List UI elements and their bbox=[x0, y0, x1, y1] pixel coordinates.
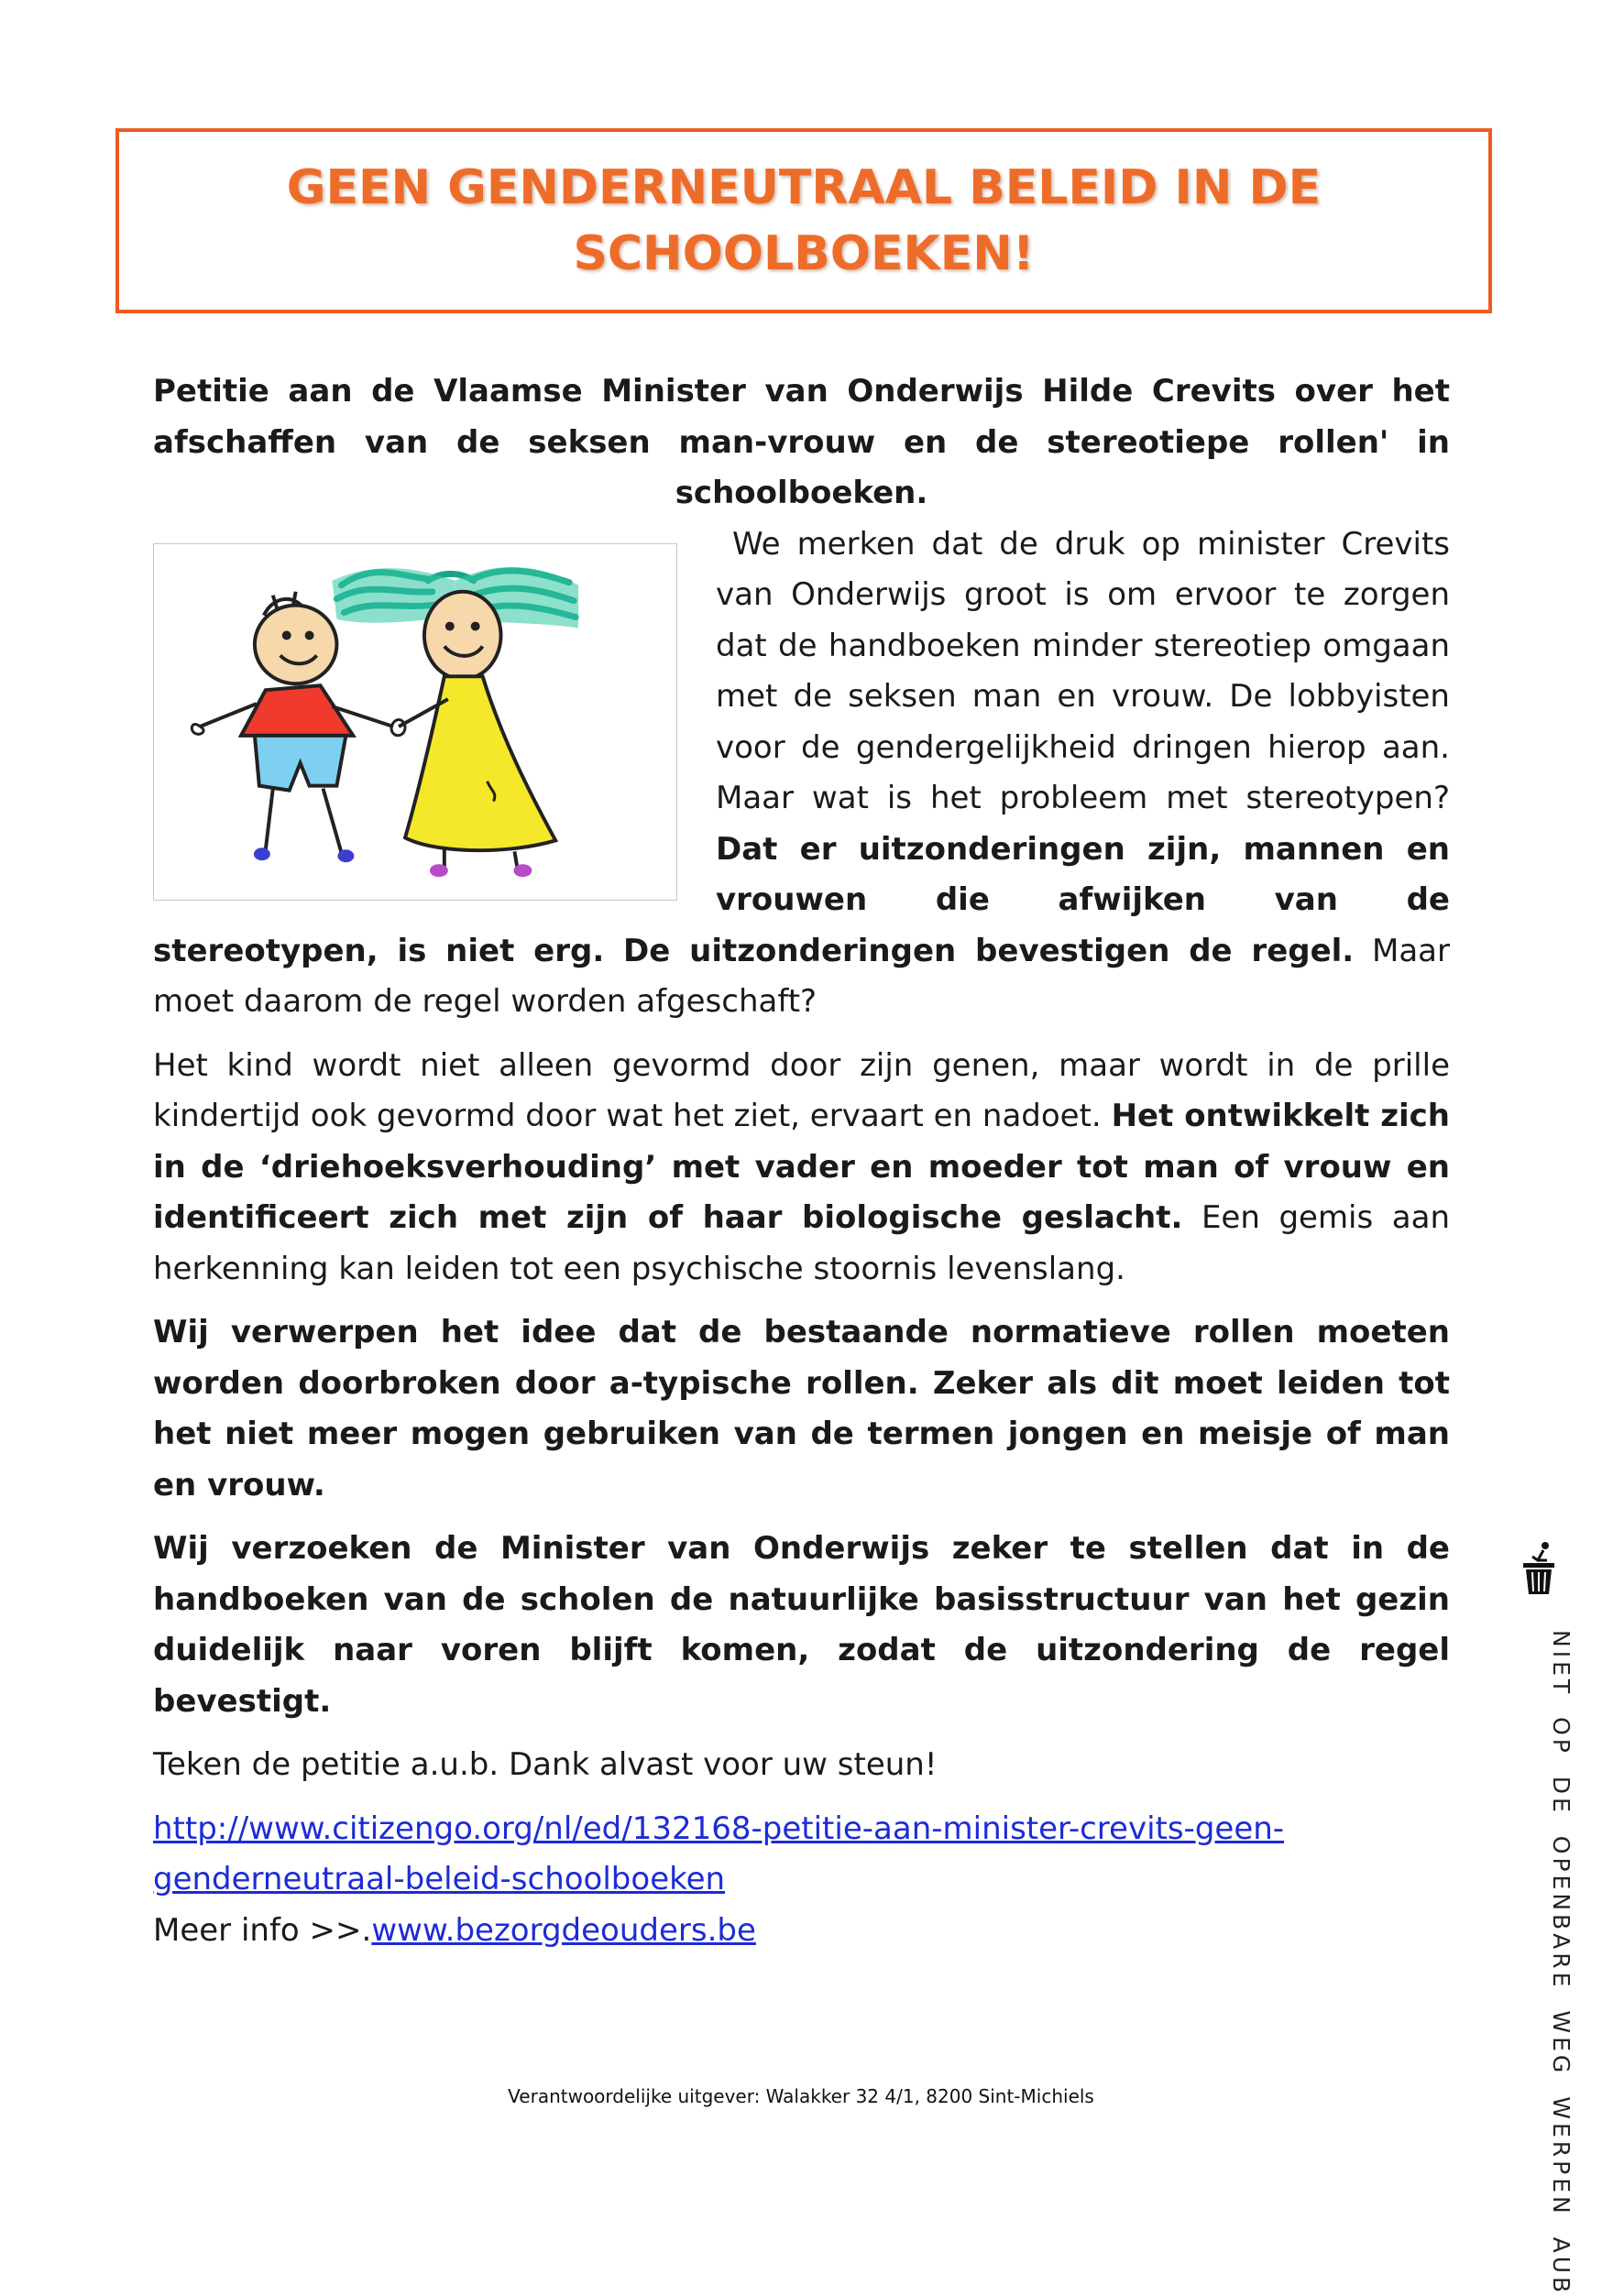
side-notice bbox=[1507, 1542, 1575, 2296]
paragraph-3-bold: Wij verwerpen het idee dat de bestaande normatieve rollen moeten worden doorbroken door a-typische rollen. Zeker als dit moet leiden tot het niet meer mogen gebruiken van de termen jongen en meisje of man en vrouw. bbox=[153, 1314, 1450, 1503]
paragraph-1-text: We merken dat de druk op minister Crevits van Onderwijs groot is om ervoor te zorgen dat de handboeken minder stereotiep omgaan met de seksen man en vrouw. De lobbyisten voor de gendergelijkheid dringen hierop aan. Maar wat is het probleem met stereotypen? bbox=[716, 525, 1451, 816]
paragraph-2-bold: Het ontwikkelt zich in de ‘driehoeksverhouding’ met vader en moeder tot man of vrouw en identificeert zich met zijn of haar biologische geslacht. bbox=[153, 1098, 1451, 1236]
petition-link[interactable] bbox=[153, 1810, 1284, 1898]
children-drawing-icon bbox=[153, 543, 677, 901]
more-info-label: Meer info >>. bbox=[153, 1911, 372, 1949]
footer-publisher: Verantwoordelijke uitgever: Walakker 32 4/1, 8200 Sint-Michiels bbox=[508, 2085, 1094, 2107]
paragraph-2-text: Het kind wordt niet alleen gevormd door zijn genen, maar wordt in de prille kindertijd ook gevormd door wat het ziet, ervaart en nadoet. bbox=[153, 1046, 1450, 1134]
litter-bin-icon bbox=[1520, 1542, 1558, 1595]
website-link[interactable]: www.bezorgdeouders.be bbox=[371, 1911, 756, 1949]
paragraph-5: Teken de petitie a.u.b. Dank alvast voor uw steun! bbox=[153, 1746, 938, 1783]
petition-link-part-1: http://www.citizengo.org/nl/ed/132168-petitie-aan-minister-crevits-geen- bbox=[153, 1809, 1285, 1847]
paragraph-1-text-end: Maar moet daarom de regel worden afgeschaft? bbox=[153, 932, 1450, 1020]
side-notice-text: NIET OP DE OPENBARE WEG WERPEN AUB bbox=[1548, 1630, 1575, 2296]
petition-link-part-2: genderneutraal-beleid-schoolboeken bbox=[153, 1861, 726, 1897]
title-line-1: GEEN GENDERNEUTRAAL BELEID IN DE bbox=[286, 160, 1322, 215]
main-content bbox=[153, 366, 1450, 1956]
intro-text: Petitie aan de Vlaamse Minister van Onderwijs Hilde Crevits over het afschaffen van de seksen man-vrouw en de stereotiepe rollen' in schoolboeken. bbox=[153, 373, 1450, 511]
page-title bbox=[287, 155, 1321, 287]
paragraph-2-text-end: Een gemis aan herkenning kan leiden tot een psychische stoornis levenslang. bbox=[153, 1199, 1450, 1287]
title-line-2: SCHOOLBOEKEN! bbox=[573, 226, 1035, 281]
paragraph-2 bbox=[153, 1041, 1450, 1296]
title-box bbox=[115, 128, 1492, 313]
paragraph-1-bold: Dat er uitzonderingen zijn, mannen en vrouwen die afwijken van de stereotypen, is niet erg. De uitzonderingen bevestigen de regel. bbox=[153, 830, 1450, 969]
paragraph-4-bold: Wij verzoeken de Minister van Onderwijs zeker te stellen dat in de handboeken van de scholen de natuurlijke basisstructuur van het gezin duidelijk naar voren blijft komen, zodat de uitzondering de regel bevestigt. bbox=[153, 1530, 1450, 1720]
paragraph-3 bbox=[153, 1307, 1450, 1511]
petition-link-block bbox=[153, 1804, 1450, 1957]
paragraph-4 bbox=[153, 1524, 1450, 1727]
